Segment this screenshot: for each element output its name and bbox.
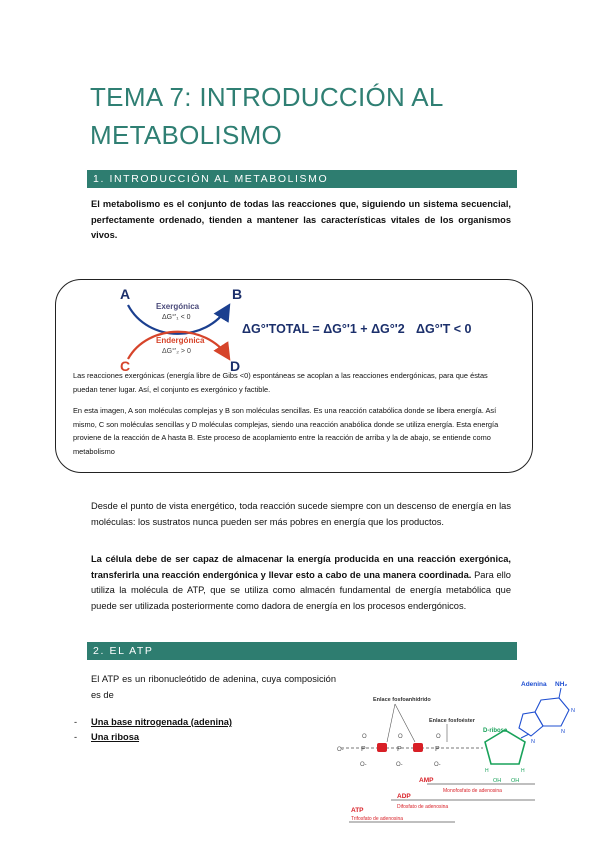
phosphate-gamma: P: [361, 746, 366, 753]
title-line-1: TEMA 7: INTRODUCCIÓN AL: [90, 82, 444, 112]
atp-label: ATP: [351, 807, 364, 814]
o-label: O: [398, 734, 403, 740]
total-energy-condition: ΔG°'T < 0: [416, 322, 472, 336]
phosphate-beta: P: [397, 746, 402, 753]
adenine-label: Adenina: [521, 681, 547, 688]
h-label: H: [485, 768, 489, 774]
amp-description: Monofosfato de adenosina: [443, 788, 502, 794]
ester-bond-label: Enlace fosfoéster: [429, 718, 475, 724]
exergonic-label: Exergónica: [156, 302, 200, 311]
o-label: O: [436, 734, 441, 740]
atp-composition-list: [74, 715, 232, 745]
amp-label: AMP: [419, 777, 434, 784]
adenine-bond: [559, 688, 561, 698]
oh-label: OH: [493, 778, 502, 784]
atp-structure-figure: [335, 672, 585, 834]
box-text-coupling: Las reacciones exergónicas (energía libre de Gibs <0) espontáneas se acoplan a las reacciones endergónicas, para que éstas puedan tener lugar. Así, el conjunto es exergónico y factible.: [73, 371, 488, 394]
energy-paragraph: Desde el punto de vista energético, toda reacción sucede siempre con un descenso de energía en las moléculas: los sustratos nunca pueden ser más pobres en energía que los productos.: [91, 501, 511, 527]
title-line-2: METABOLISMO: [90, 120, 283, 150]
oh-label: OH: [511, 778, 520, 784]
section-header-2: 2. EL ATP: [87, 642, 517, 660]
atp-storage-paragraph: [91, 552, 511, 614]
n-label: N: [571, 708, 575, 714]
box-text-explanation: En esta imagen, A son moléculas complejas y B son moléculas sencillas. Es una reacción catabólica donde se libera energía. Así mismo, C son moléculas sencillas y D moléculas complejas, siendo una reacción anabólica donde se utiliza energía. Esta energía proviene de la reacción de A hasta B. Este proceso de acoplamiento entre la reacción de arriba y la de abajo, se entiende como metabolismo: [73, 406, 499, 456]
atp-intro: El ATP es un ribonucleótido de adenina, cuya composición es de: [91, 674, 336, 700]
adp-description: Difosfato de adenosina: [397, 804, 449, 810]
h-label: H: [521, 768, 525, 774]
phosphate-alpha: P: [435, 746, 440, 753]
node-a: A: [120, 286, 131, 302]
ribose-ring: [485, 730, 525, 764]
intro-paragraph: El metabolismo es el conjunto de todas las reacciones que, siguiendo un sistema secuencial, perfectamente ordenado, tienden a mantener las características vitales de los organismos vivos.: [91, 199, 511, 240]
anhydride-bond-label: Enlace fosfoanhídrido: [373, 697, 431, 703]
endergonic-label: Endergónica: [156, 336, 205, 345]
adenine-ring-5: [519, 712, 543, 736]
atp-storage-rest: Para ello utiliza la molécula de ATP, que se utiliza como almacén fundamental de energía metabólica que puede ser utilizada posteriormente como dadora de energía en los procesos endergónicos.: [91, 569, 511, 611]
page-title: [90, 78, 530, 154]
anhydride-bond-1: [377, 743, 387, 752]
total-energy-equation: ΔG°'TOTAL = ΔG°'1 + ΔG°'2: [242, 322, 405, 336]
n-label: N: [531, 739, 535, 745]
o-minus-label: O-: [434, 762, 441, 768]
anhydride-pointer: [387, 704, 395, 742]
exergonic-eq: ΔG°'₁ < 0: [162, 314, 191, 321]
o-minus-label: O-: [360, 762, 367, 768]
nh2-label: NH₂: [555, 681, 568, 688]
n-label: N: [561, 729, 565, 735]
glycosidic-bond: [521, 734, 529, 738]
node-b: B: [232, 286, 243, 302]
atp-description: Trifosfato de adenosina: [351, 816, 404, 822]
node-c: C: [120, 358, 131, 374]
atp-storage-bold: La célula debe de ser capaz de almacenar la energía producida en una reacción exergónica, transferirla una reacción endergónica y llevar esto a cabo de una manera coordinada.: [91, 554, 511, 580]
adp-label: ADP: [397, 793, 411, 800]
section-header-1: 1. INTRODUCCIÓN AL METABOLISMO: [87, 170, 517, 188]
o-minus-label: O-: [396, 762, 403, 768]
o-minus-label: O-: [337, 747, 344, 753]
anhydride-bond-2: [413, 743, 423, 752]
endergonic-eq: ΔG°'₂ > 0: [162, 348, 191, 355]
coupling-diagram: [118, 285, 498, 375]
node-d: D: [230, 358, 241, 374]
list-item: - Una ribosa: [74, 732, 140, 742]
o-label: O: [362, 734, 367, 740]
list-item: - Una base nitrogenada (adenina): [74, 717, 233, 727]
ribose-label: D-ribosa: [483, 728, 508, 734]
